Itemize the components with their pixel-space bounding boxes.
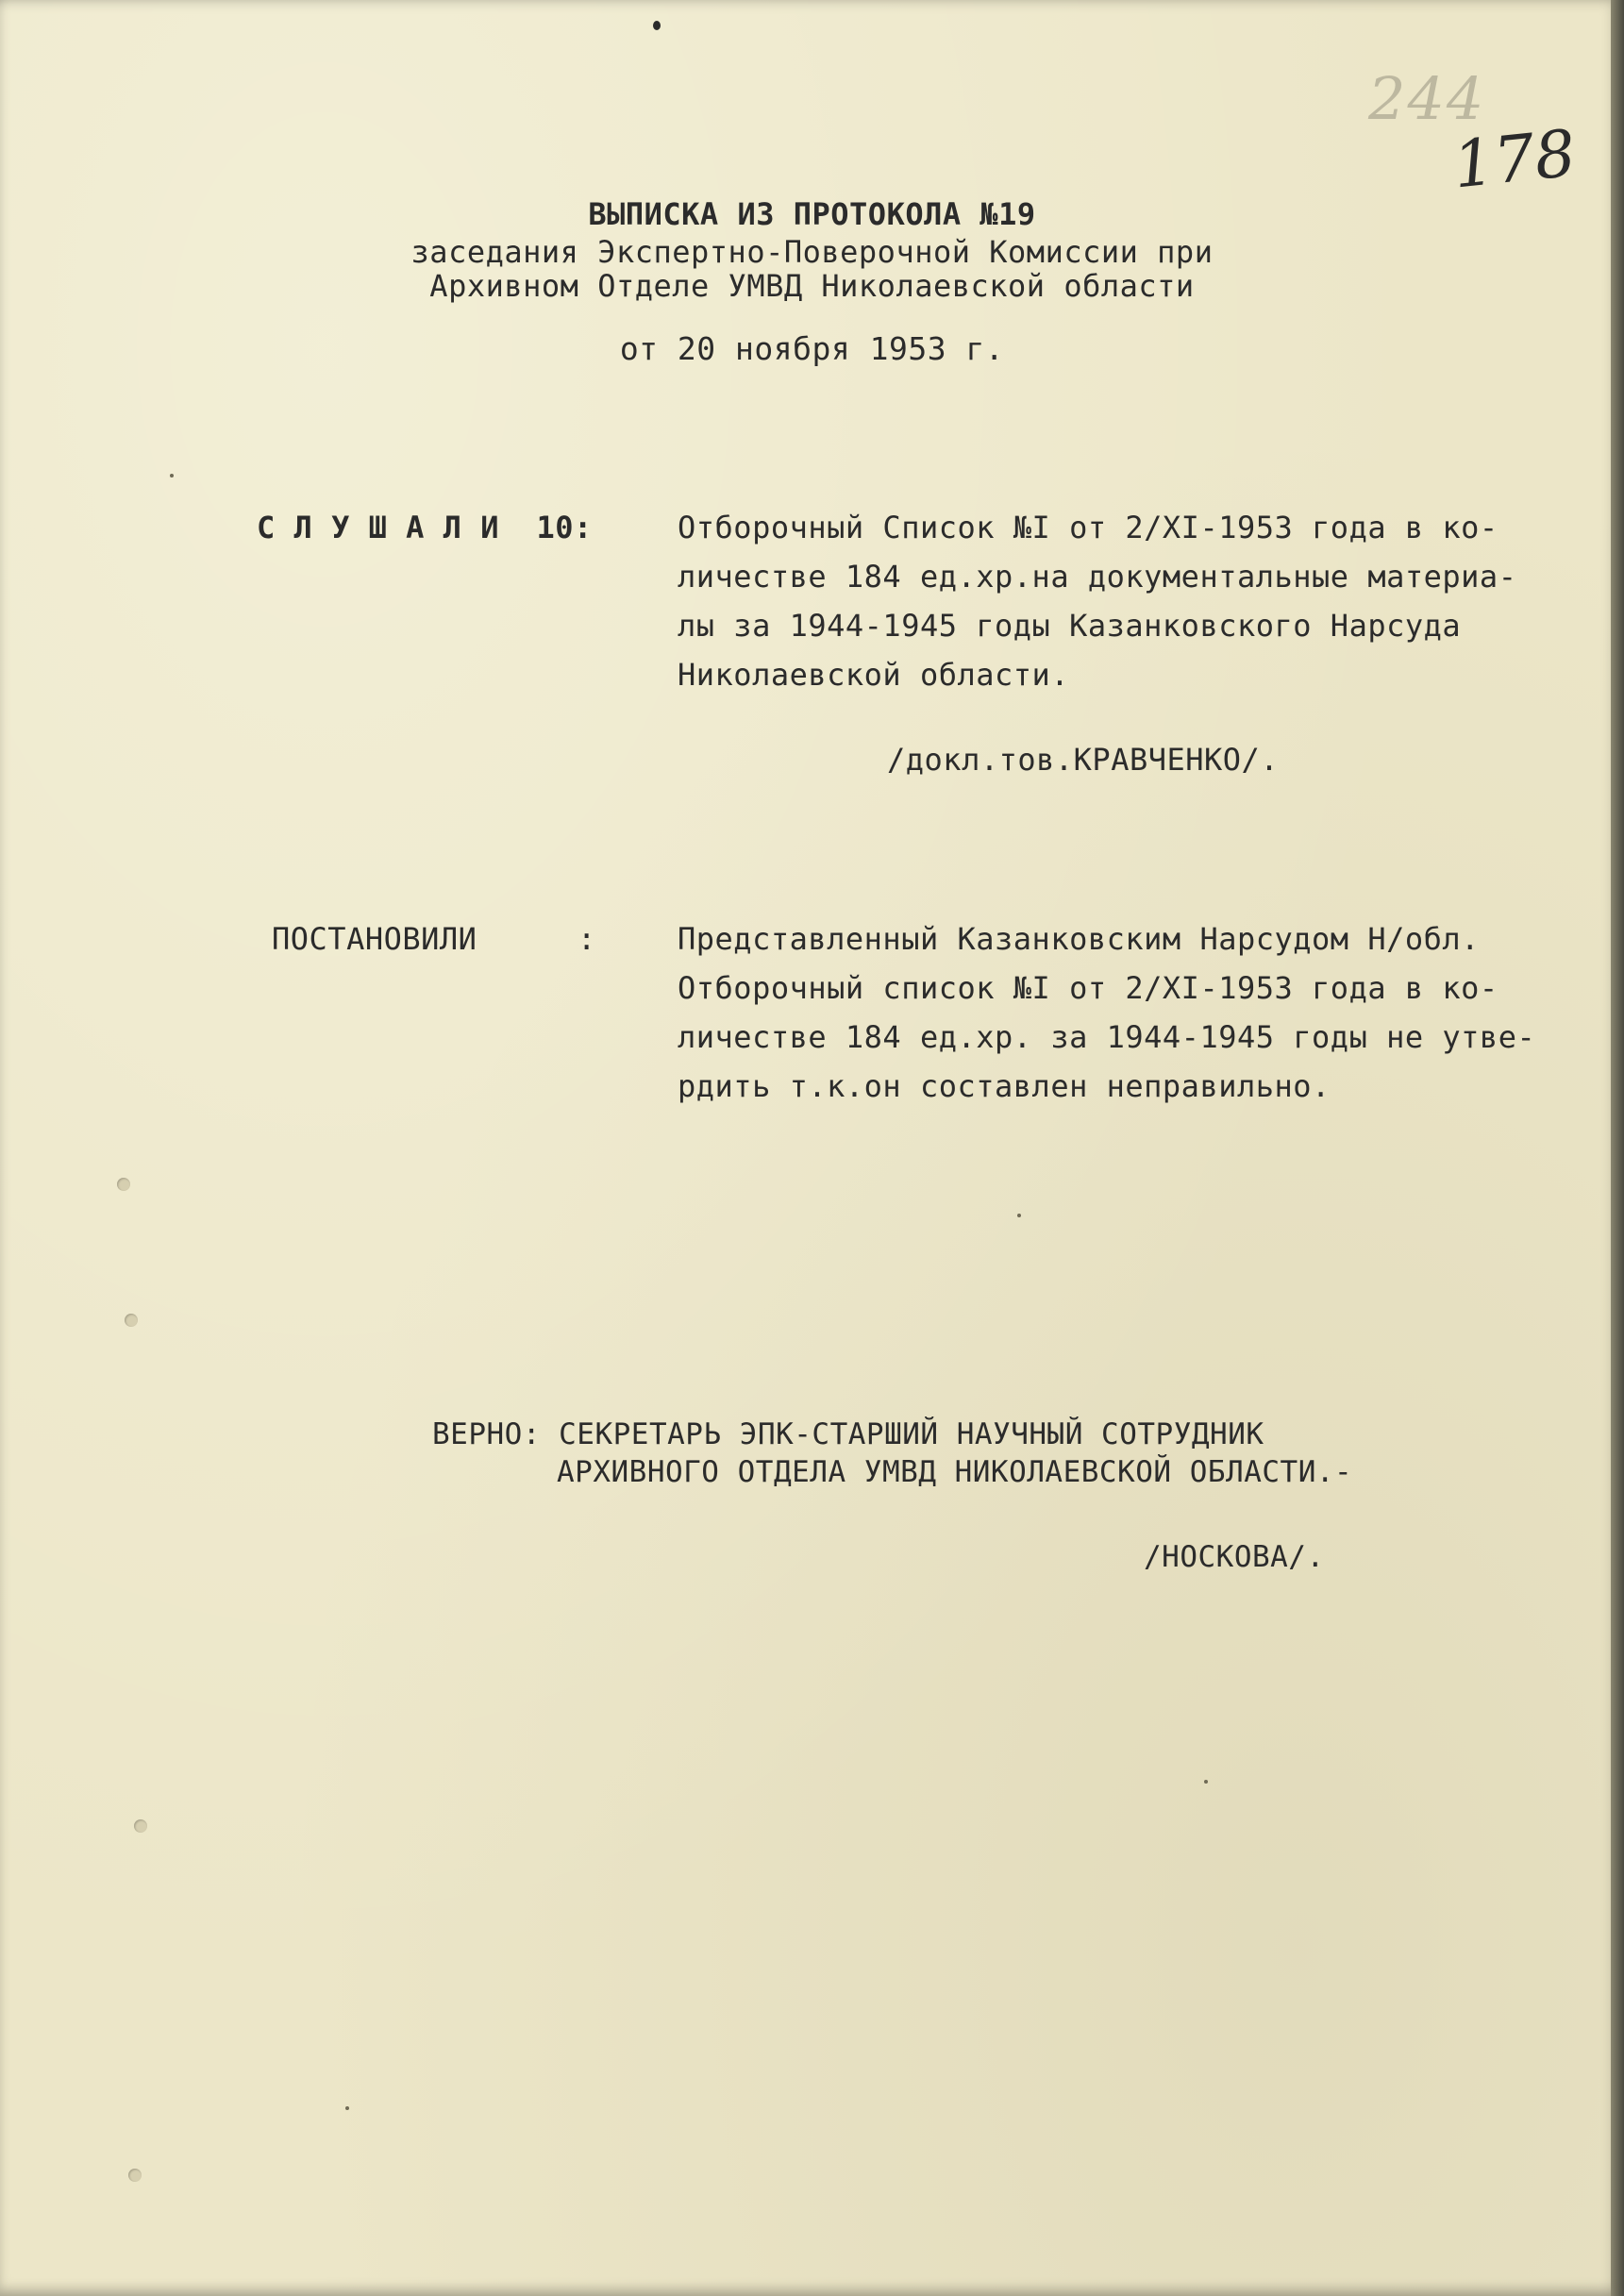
paper-speck (653, 21, 661, 30)
heard-label: С Л У Ш А Л И 10: (257, 510, 593, 545)
punch-hole-middle (134, 1819, 147, 1833)
paper-speck (345, 2106, 349, 2110)
punch-hole-bottom (128, 2169, 142, 2182)
resolved-colon: : (578, 921, 596, 957)
punch-hole-upper (125, 1314, 138, 1327)
certification-line-2: АРХИВНОГО ОТДЕЛА УМВД НИКОЛАЕВСКОЙ ОБЛАСТИ.- (557, 1455, 1353, 1489)
resolved-text-line-3: личестве 184 ед.хр. за 1944-1945 годы не утве- (678, 1019, 1536, 1055)
heard-reporter: /докл.тов.КРАВЧЕНКО/. (887, 742, 1280, 778)
signature-name: /НОСКОВА/. (1144, 1540, 1325, 1574)
header-subtitle-line-2: Архивном Отделе УМВД Николаевской области (429, 268, 1195, 304)
page-number-pencil: 244 (1368, 64, 1486, 133)
resolved-text-line-2: Отборочный список №I от 2/XI-1953 года в ко- (678, 970, 1498, 1006)
page-edge-shadow (1611, 0, 1624, 2296)
resolved-text-line-1: Представленный Казанковским Нарсудом Н/обл. (678, 921, 1480, 957)
document-date: от 20 ноября 1953 г. (619, 330, 1005, 367)
paper-speck (1017, 1214, 1021, 1217)
certification-line-1: ВЕРНО: СЕКРЕТАРЬ ЭПК-СТАРШИЙ НАУЧНЫЙ СОТРУДНИК (432, 1417, 1264, 1451)
header-subtitle-line-1: заседания Экспертно-Поверочной Комиссии при (410, 234, 1214, 270)
heard-text-line-4: Николаевской области. (678, 657, 1070, 693)
document-title: ВЫПИСКА ИЗ ПРОТОКОЛА №19 (588, 196, 1036, 232)
punch-hole-top (117, 1178, 130, 1191)
paper-speck (170, 474, 174, 478)
paper-speck (1204, 1780, 1208, 1784)
heard-text-line-2: личестве 184 ед.хр.на документальные материа- (678, 559, 1517, 595)
resolved-text-line-4: рдить т.к.он составлен неправильно. (678, 1068, 1331, 1104)
heard-text-line-3: лы за 1944-1945 годы Казанковского Нарсуда (678, 608, 1462, 644)
page-number-ink: 178 (1449, 116, 1580, 204)
heard-text-line-1: Отборочный Список №I от 2/XI-1953 года в ко- (678, 510, 1498, 545)
resolved-label: ПОСТАНОВИЛИ (272, 921, 477, 957)
